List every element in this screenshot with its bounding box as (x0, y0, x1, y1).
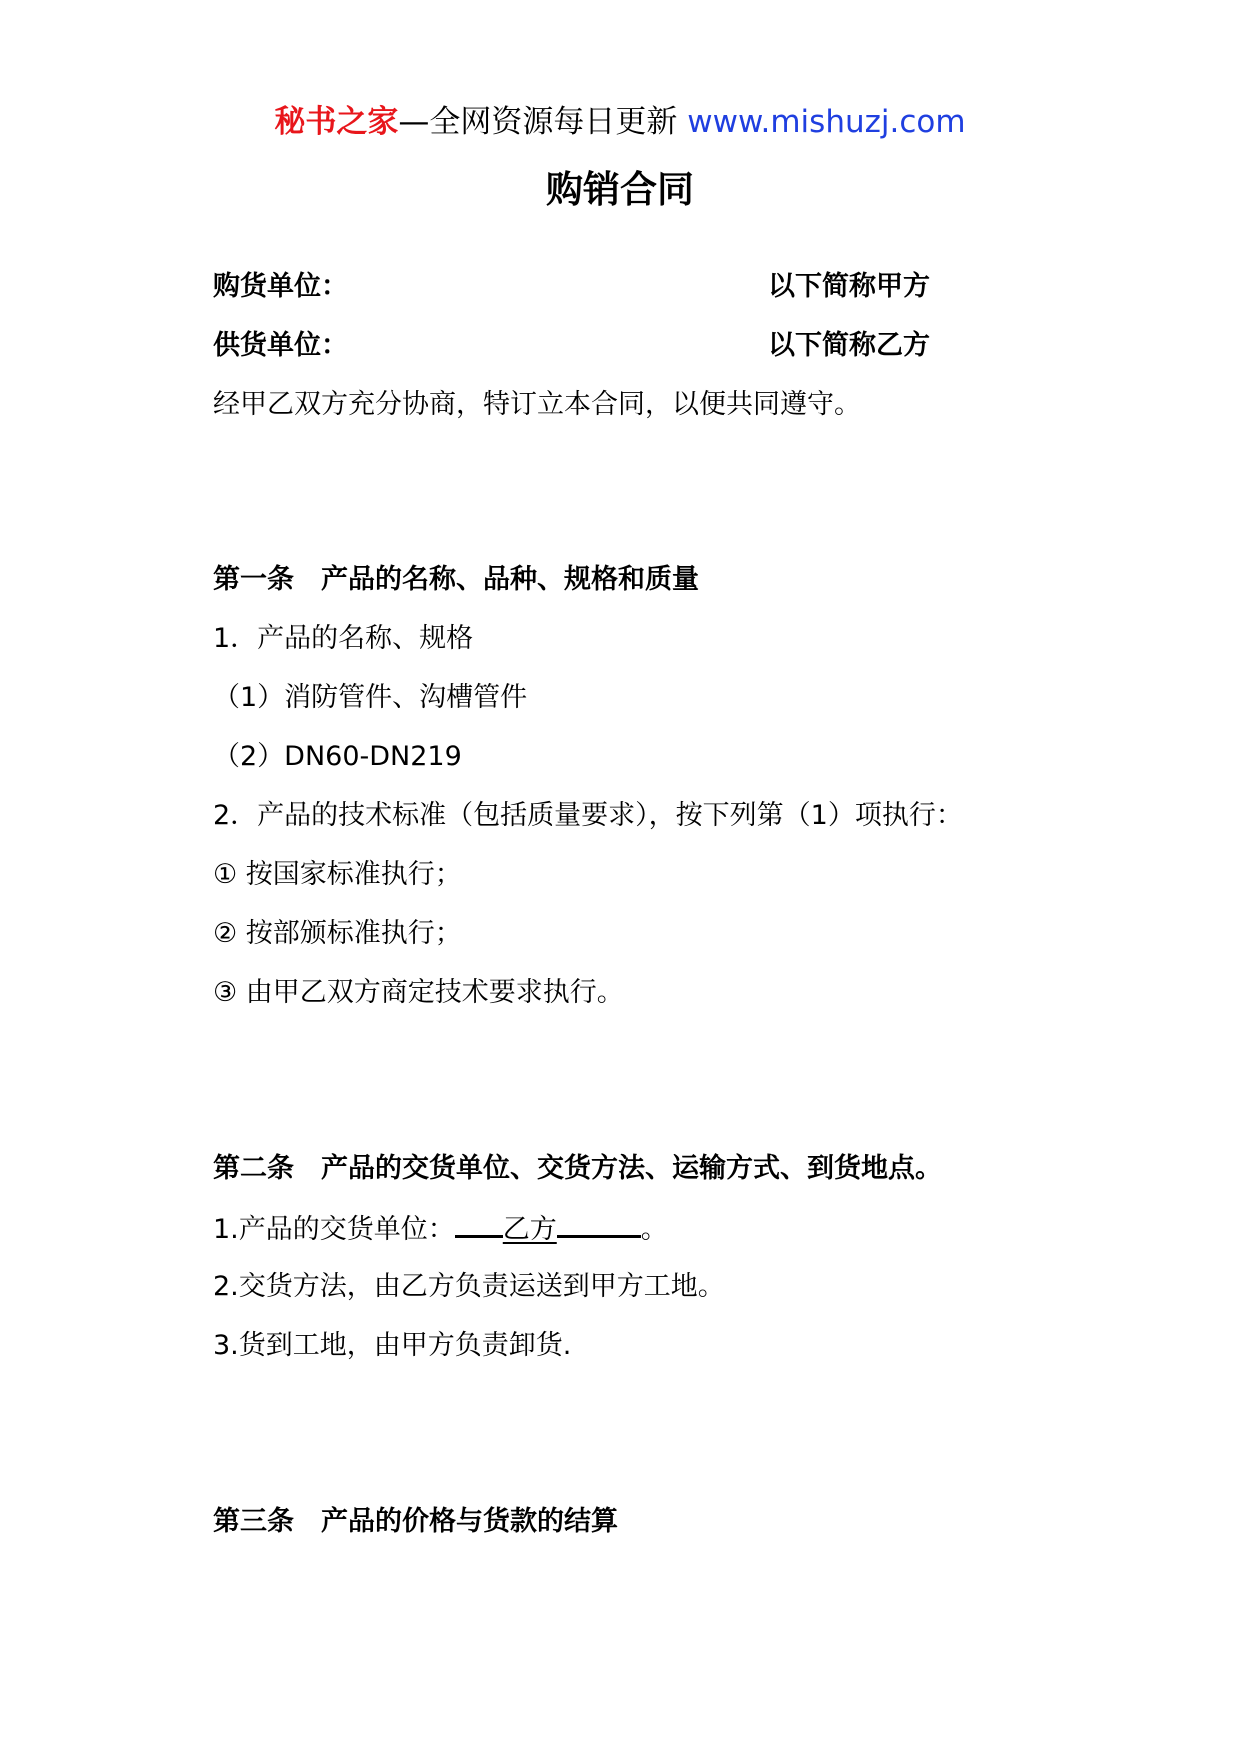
delivery-unit-value: 乙方 (502, 1214, 557, 1245)
article2-item1-suffix: 。 (640, 1214, 668, 1245)
seller-label: 供货单位： (213, 330, 348, 361)
article3-heading: 第三条 产品的价格与货款的结算 (213, 1506, 618, 1537)
site-url-link[interactable]: www.mishuzj.com (687, 104, 966, 140)
article1-item1: 1．产品的名称、规格 (213, 623, 474, 654)
article2-item1-prefix: 1.产品的交货单位： (213, 1214, 455, 1245)
header-tagline: —全网资源每日更新 (398, 104, 688, 140)
article2-heading: 第二条 产品的交货单位、交货方法、运输方式、到货地点。 (213, 1153, 942, 1184)
article1-item2: 2．产品的技术标准（包括质量要求），按下列第（1）项执行： (213, 800, 963, 831)
blank-underline (455, 1209, 503, 1238)
site-header (0, 100, 1240, 144)
article1-item1-sub1: （1）消防管件、沟槽管件 (213, 682, 528, 713)
blank-underline (557, 1209, 641, 1238)
article2-item3: 3.货到工地，由甲方负责卸货. (213, 1330, 572, 1361)
article2-item2: 2.交货方法，由乙方负责运送到甲方工地。 (213, 1271, 725, 1302)
article1-option1: ① 按国家标准执行； (213, 859, 462, 890)
article1-option2: ② 按部颁标准执行； (213, 918, 462, 949)
article2-item1 (213, 1209, 668, 1249)
article1-item1-sub2: （2）DN60-DN219 (213, 741, 462, 772)
buyer-note: 以下简称甲方 (768, 271, 930, 302)
buyer-label: 购货单位： (213, 271, 348, 302)
document-title: 购销合同 (546, 168, 694, 211)
seller-note: 以下简称乙方 (768, 330, 930, 361)
intro-paragraph: 经甲乙双方充分协商，特订立本合同，以便共同遵守。 (213, 389, 861, 420)
article1-option3: ③ 由甲乙双方商定技术要求执行。 (213, 977, 624, 1008)
article1-heading: 第一条 产品的名称、品种、规格和质量 (213, 564, 699, 595)
brand-name: 秘书之家 (274, 104, 399, 140)
